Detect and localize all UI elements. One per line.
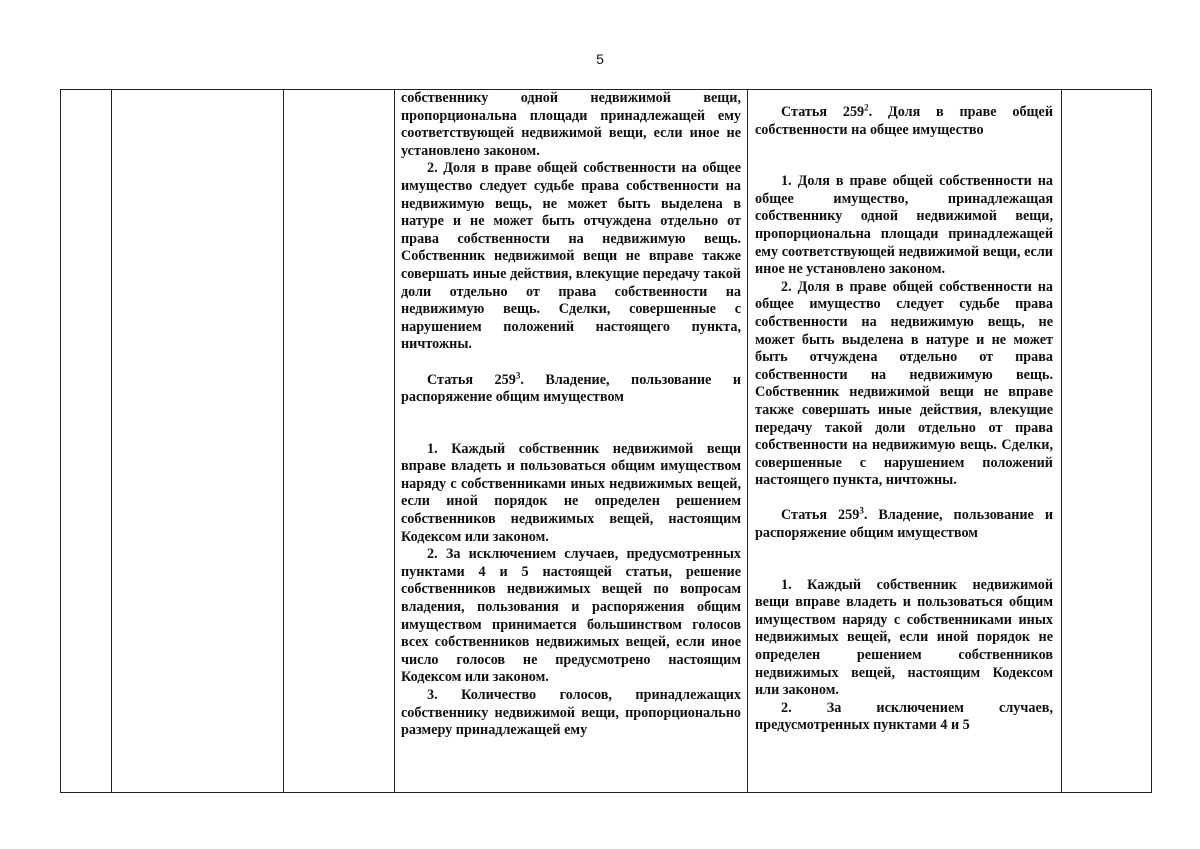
paragraph-share-follows: 2. Доля в праве общей собственности на общее имущество следует судьбе права собственности на недвижимую вещь, не может быть выделена в натуре и не может быть отчуждена отдельно от права собственности на недвижимую вещь. Собственник недвижимой вещи не вправе также совершать иные действия, влекущие передачу такой доли отдельно от права собственности на недвижимую вещь. Сделки, совершенные с нарушением положений настоящего пункта, ничтожны. bbox=[755, 278, 1053, 489]
column-divider bbox=[1061, 90, 1062, 792]
paragraph-ownership-right: 1. Каждый собственник недвижимой вещи вправе владеть и пользоваться общим имуществом наряду с собственниками иных недвижимых вещей, если иной порядок не определен решением собственников недвижимых вещей, настоящим Кодексом или законом. bbox=[401, 440, 741, 545]
column-proposed-text bbox=[755, 90, 1053, 792]
article-heading-259-2: Статья $259^2$. Доля в праве общей собственности на общее имущество bbox=[755, 102, 1053, 138]
column-divider bbox=[283, 90, 284, 792]
paragraph-votes: 3. Количество голосов, принадлежащих собственнику недвижимой вещи, пропорционально размеру принадлежащей ему bbox=[401, 687, 741, 739]
paragraph-majority-decision: 2. За исключением случаев, предусмотренных пунктами 4 и 5 настоящей статьи, решение собственников недвижимых вещей по вопросам владения, пользования и распоряжения общим имуществом принимается большинством голосов всех собственников недвижимых вещей, если иное число голосов не предусмотрено настоящим Кодексом или законом. bbox=[401, 546, 741, 686]
comparison-table bbox=[60, 89, 1152, 793]
paragraph-continued: собственнику одной недвижимой вещи, пропорциональна площади принадлежащей ему соответствующей недвижимой вещи, если иное не установлено законом. bbox=[401, 90, 741, 159]
column-divider bbox=[111, 90, 112, 792]
column-divider bbox=[394, 90, 395, 792]
paragraph-exception: 2. За исключением случаев, предусмотренных пунктами 4 и 5 bbox=[755, 699, 1053, 734]
article-heading-259-3: Статья $259^3$. Владение, пользование и распоряжение общим имуществом bbox=[401, 369, 741, 406]
paragraph-ownership-right: 1. Каждый собственник недвижимой вещи вправе владеть и пользоваться общим имуществом наряду с собственниками иных недвижимых вещей, если иной порядок не определен решением собственников недвижимых вещей, настоящим Кодексом или законом. bbox=[755, 576, 1053, 699]
column-current-text bbox=[401, 90, 741, 792]
paragraph-share-proportion: 1. Доля в праве общей собственности на общее имущество, принадлежащая собственнику одной недвижимой вещи, пропорциональна площади принадлежащей ему соответствующей недвижимой вещи, если иное не установлено законом. bbox=[755, 173, 1053, 278]
article-heading-259-3: Статья $259^3$. Владение, пользование и распоряжение общим имуществом bbox=[755, 505, 1053, 542]
paragraph-share-follows: 2. Доля в праве общей собственности на общее имущество следует судьбе права собственности на недвижимую вещь, не может быть выделена в натуре и не может быть отчуждена отдельно от права собственности на недвижимую вещь. Собственник недвижимой вещи не вправе также совершать иные действия, влекущие передачу такой доли отдельно от права собственности на недвижимую вещь. Сделки, совершенные с нарушением положений настоящего пункта, ничтожны. bbox=[401, 160, 741, 353]
column-divider bbox=[747, 90, 748, 792]
page-number: 5 bbox=[596, 51, 604, 67]
